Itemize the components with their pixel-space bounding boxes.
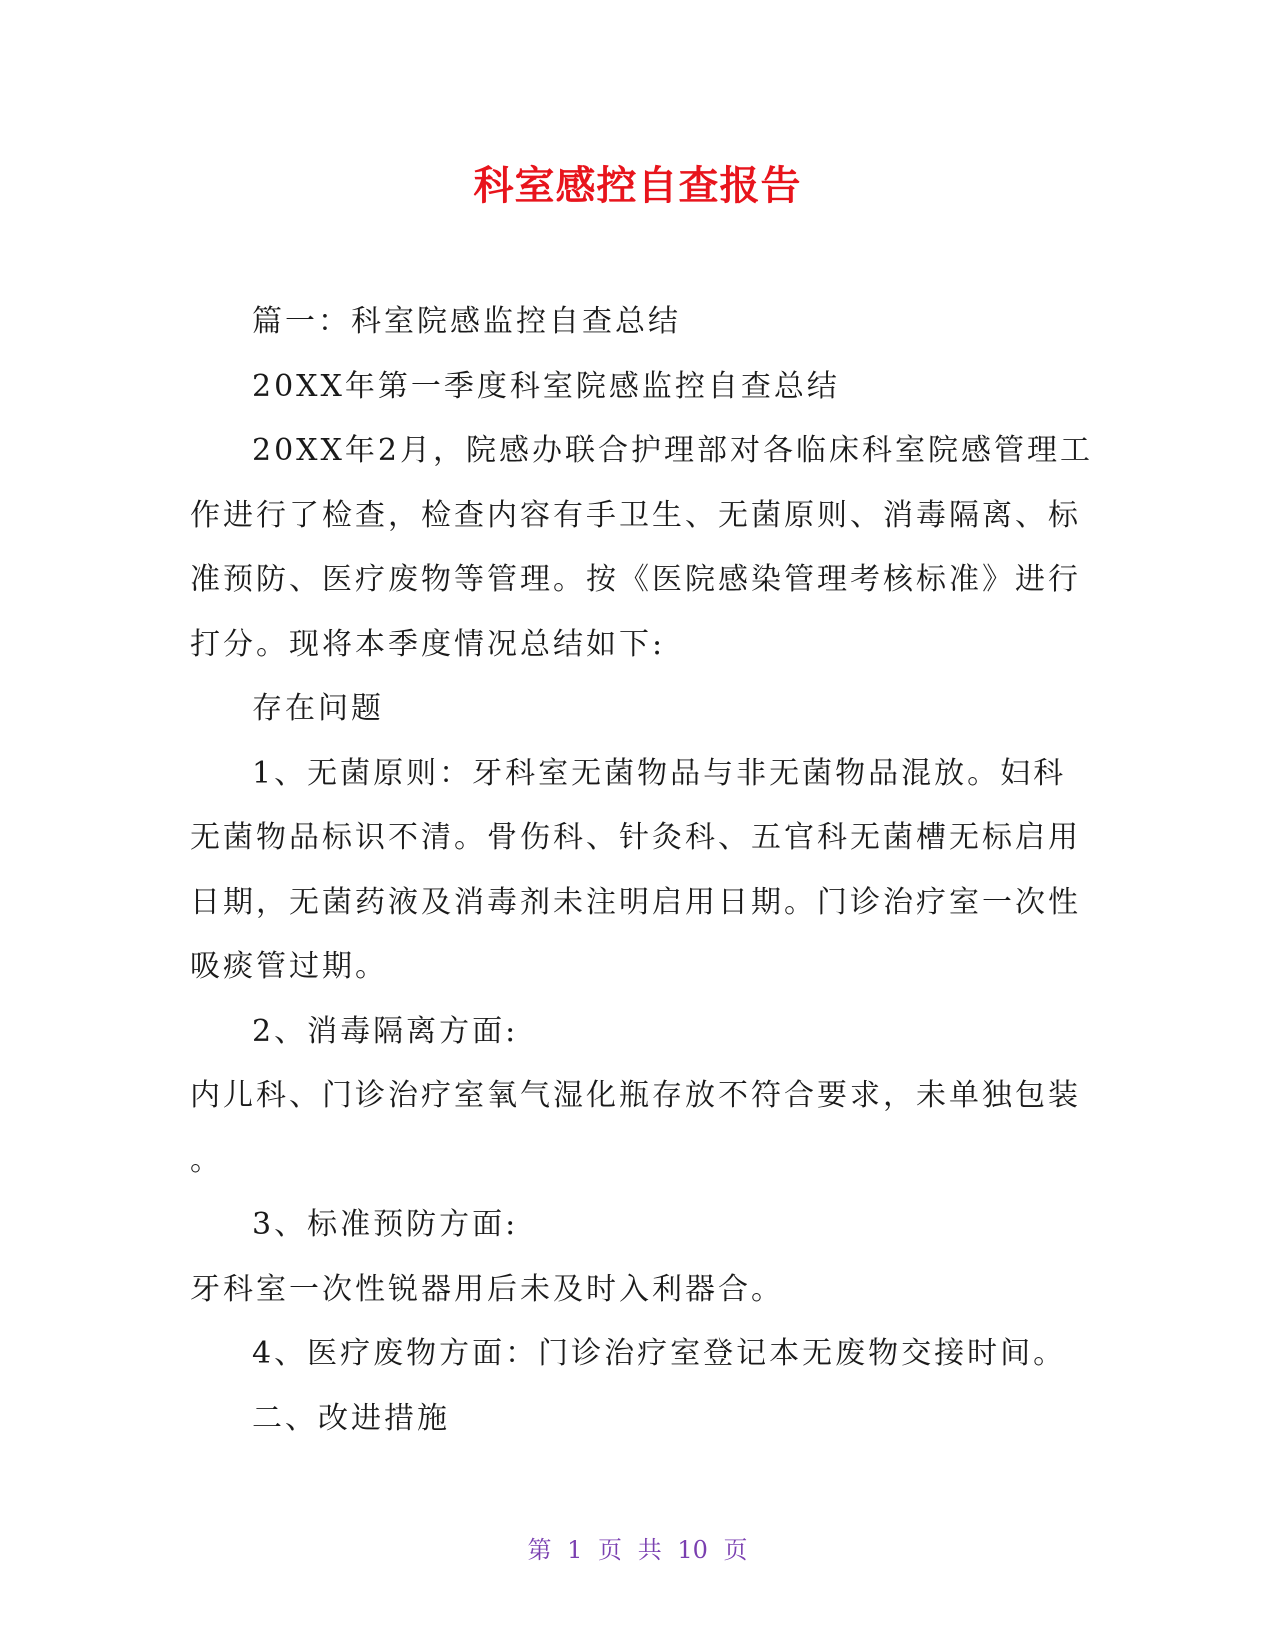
document-body xyxy=(190,290,1093,1451)
page-number: 1 xyxy=(567,1536,583,1564)
paragraph-line: 3、标准预防方面: xyxy=(252,1207,519,1242)
paragraph-line: 1、无菌原则：牙科室无菌物品与非无菌物品混放。妇科 xyxy=(252,755,1067,791)
paragraph-line: 4、医疗废物方面：门诊治疗室登记本无废物交接时间。 xyxy=(252,1336,1067,1371)
total-suffix: 页 xyxy=(723,1536,748,1564)
page-label-prefix: 第 xyxy=(527,1536,552,1564)
section-heading: 篇一：科室院感监控自查总结 xyxy=(252,304,681,339)
paragraph-line: 2、消毒隔离方面: xyxy=(252,1013,519,1049)
page-label-mid: 页 xyxy=(598,1536,623,1564)
page-footer xyxy=(0,1535,1275,1565)
subtitle-line: 20XX年第一季度科室院感监控自查总结 xyxy=(252,368,840,404)
subheading-improvements: 二、改进措施 xyxy=(252,1400,450,1436)
total-prefix: 共 xyxy=(637,1536,662,1564)
paragraph-line: 准预防、医疗废物等管理。按《医院感染管理考核标准》进行 xyxy=(190,562,1081,597)
document-title: 科室感控自查报告 xyxy=(473,163,802,209)
paragraph-line: 无菌物品标识不清。骨伤科、针灸科、五官科无菌槽无标启用 xyxy=(190,820,1081,855)
paragraph-line: 日期，无菌药液及消毒剂未注明启用日期。门诊治疗室一次性 xyxy=(190,884,1081,920)
paragraph-line: 打分。现将本季度情况总结如下: xyxy=(190,626,666,662)
paragraph-line: 吸痰管过期。 xyxy=(190,949,388,984)
paragraph-line: 内儿科、门诊治疗室氧气湿化瓶存放不符合要求，未单独包装 xyxy=(190,1078,1081,1113)
subheading-issues: 存在问题 xyxy=(252,691,384,726)
paragraph-line: 作进行了检查，检查内容有手卫生、无菌原则、消毒隔离、标 xyxy=(190,497,1081,533)
paragraph-line: 牙科室一次性锐器用后未及时入利器合。 xyxy=(190,1271,784,1307)
paragraph-line: 20XX年2月，院感办联合护理部对各临床科室院感管理工 xyxy=(252,433,1093,468)
total-pages: 10 xyxy=(677,1536,708,1564)
paragraph-line: 。 xyxy=(190,1142,223,1178)
